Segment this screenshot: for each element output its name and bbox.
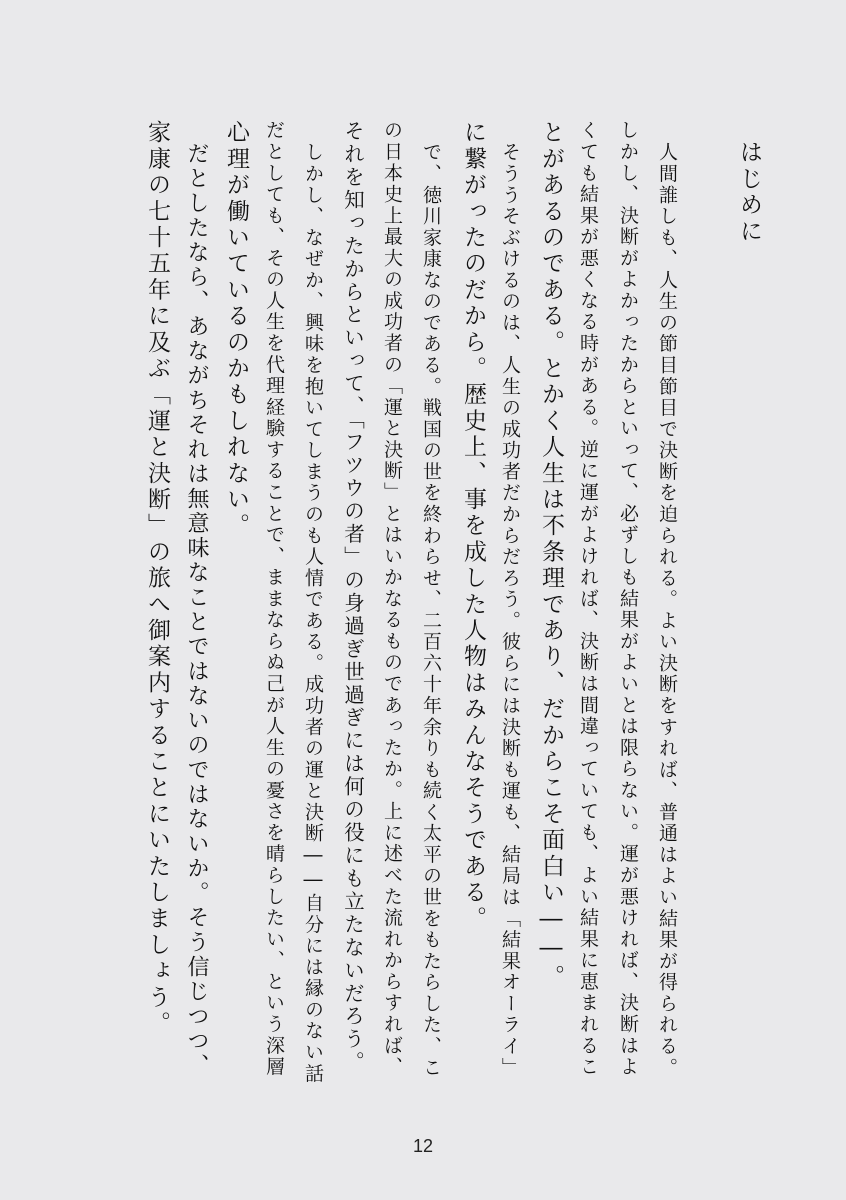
text-line-12: 心理が働いているのかもしれない。 <box>223 120 249 540</box>
chapter-heading: はじめに <box>736 140 762 245</box>
text-line-6: に繋がったのだから。歴史上、事を成した人物はみんなそうである。 <box>460 120 486 933</box>
text-line-14: 家康の七十五年に及ぶ「運と決断」の旅へ御案内することにいたしましょう。 <box>144 120 170 1037</box>
text-line-5: そううそぶけるのは、人生の成功者だからだろう。彼らには決断も運も、結局は「結果オーライ」 <box>499 142 521 1079</box>
text-line-3: くても結果が悪くなる時がある。逆に運がよければ、決断は間違っていても、よい結果に恵まれるこ <box>577 120 599 1078</box>
text-line-1: 人間誰しも、人生の節目節目で決断を迫られる。よい決断をすれば、普通はよい結果が得られる。 <box>656 142 678 1079</box>
text-line-8: の日本史上最大の成功者の「運と決断」とはいかなるものであったか。上に述べた流れからすれば、 <box>381 120 403 1078</box>
text-line-11: だとしても、その人生を代理経験することで、ままならぬ己が人生の憂さを晴らしたい、という深層 <box>263 120 285 1078</box>
text-line-4: とがあるのである。とかく人生は不条理であり、だからこそ面白い――。 <box>538 120 564 991</box>
text-line-9: それを知ったからといって、「フツウの者」の身過ぎ世過ぎには何の役にも立たないだろう。 <box>340 120 365 1075</box>
page-number: 12 <box>412 1136 434 1156</box>
text-line-2: しかし、決断がよかったからといって、必ずしも結果がよいとは限らない。運が悪ければ、決断はよ <box>617 120 639 1078</box>
text-line-10: しかし、なぜか、興味を抱いてしまうのも人情である。成功者の運と決断――自分には縁のない話 <box>302 142 324 1085</box>
text-line-13: だとしたなら、あながちそれは無意味なことではないのではないか。そう信じつつ、 <box>184 142 209 1079</box>
text-line-7: で、徳川家康なのである。戦国の世を終わらせ、二百六十年余りも続く太平の世をもたらした、こ <box>420 142 442 1079</box>
